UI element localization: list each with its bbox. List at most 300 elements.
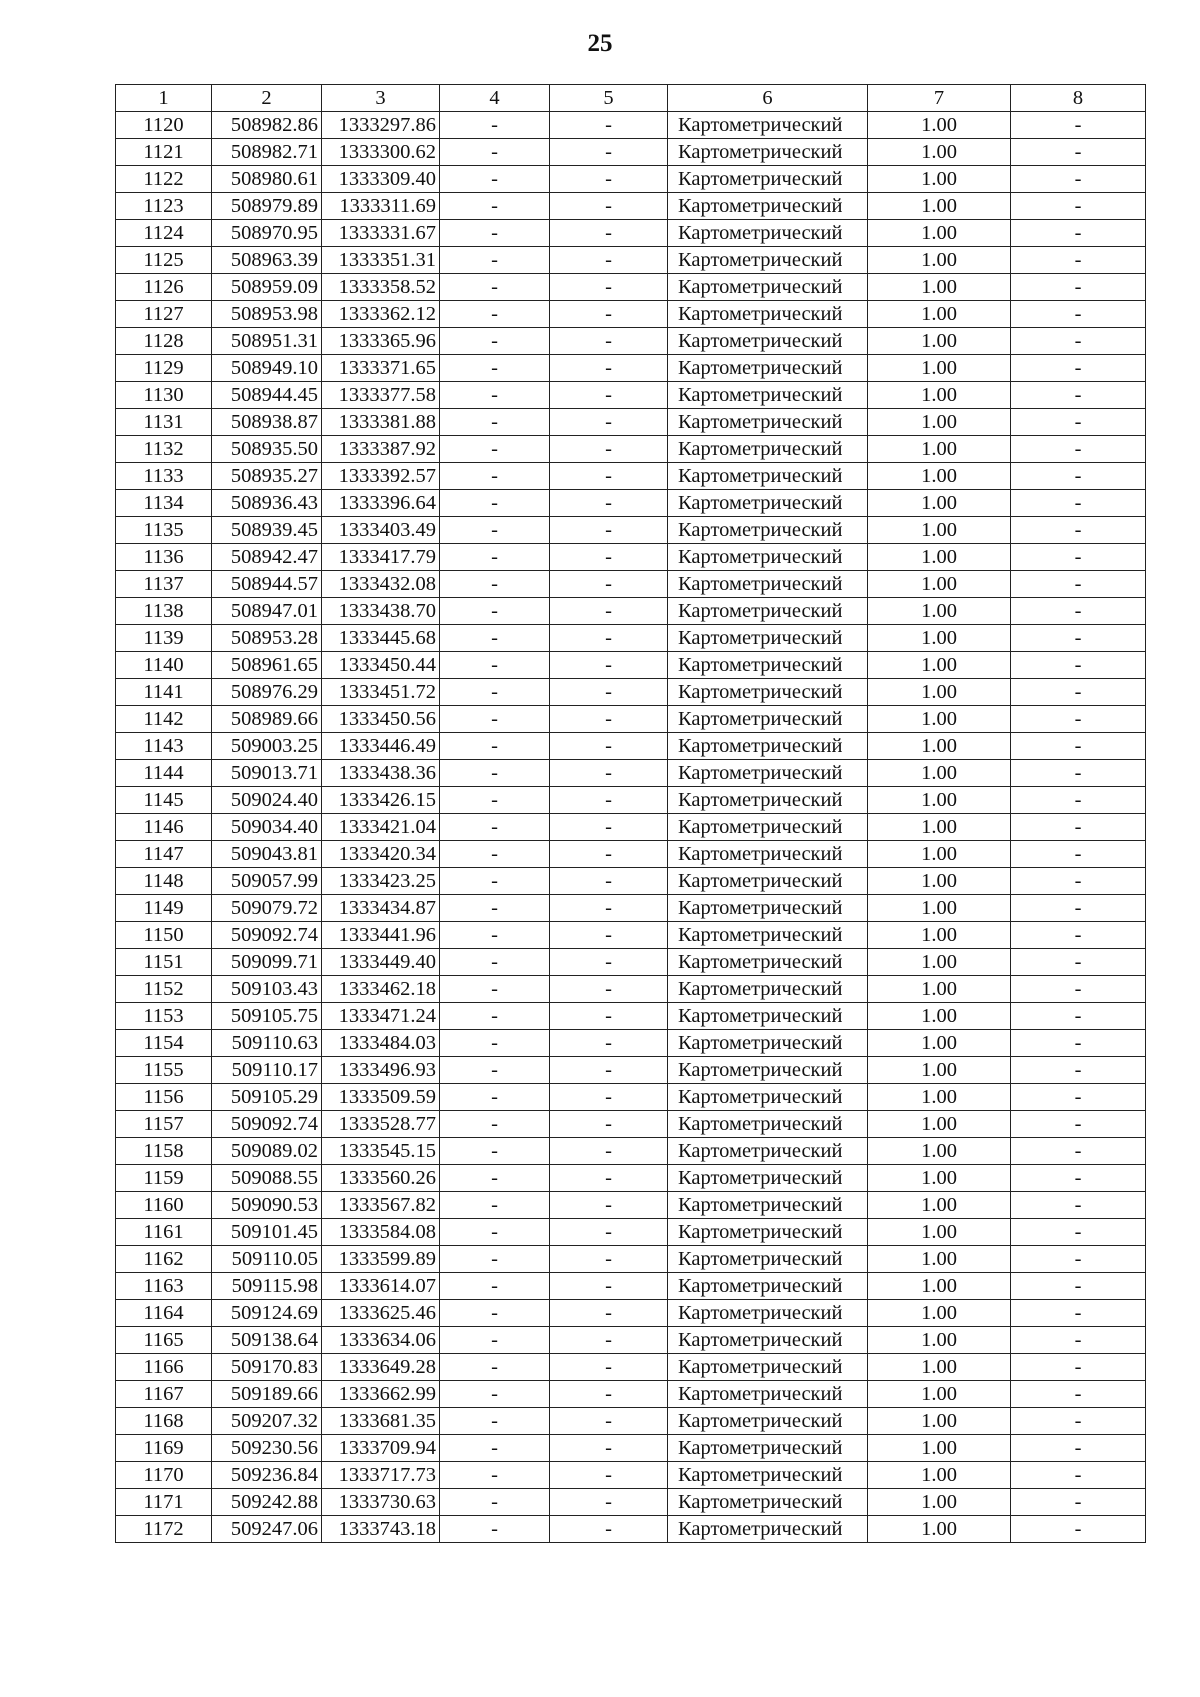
column-header: 6 <box>668 85 868 112</box>
table-cell: 1.00 <box>868 1273 1011 1300</box>
table-cell: 509024.40 <box>212 787 322 814</box>
table-cell: 1.00 <box>868 1300 1011 1327</box>
table-cell: - <box>550 571 668 598</box>
table-row <box>116 1138 1146 1165</box>
table-cell: 509092.74 <box>212 922 322 949</box>
table-cell: 1161 <box>116 1219 212 1246</box>
table-cell: 1333730.63 <box>322 1489 440 1516</box>
table-cell: - <box>1011 652 1146 679</box>
table-row <box>116 436 1146 463</box>
column-header: 4 <box>440 85 550 112</box>
table-cell: 508944.45 <box>212 382 322 409</box>
table-cell: - <box>550 625 668 652</box>
table-cell: Картометрический <box>668 868 868 895</box>
table-row <box>116 220 1146 247</box>
table-cell: - <box>440 1057 550 1084</box>
table-cell: 509105.29 <box>212 1084 322 1111</box>
table-cell: 1333560.26 <box>322 1165 440 1192</box>
table-cell: 1.00 <box>868 1192 1011 1219</box>
table-cell: - <box>440 1165 550 1192</box>
table-cell: 509088.55 <box>212 1165 322 1192</box>
table-cell: Картометрический <box>668 1192 868 1219</box>
table-cell: - <box>550 517 668 544</box>
table-cell: 1333545.15 <box>322 1138 440 1165</box>
table-cell: 509101.45 <box>212 1219 322 1246</box>
table-row <box>116 598 1146 625</box>
table-cell: - <box>550 274 668 301</box>
table-cell: Картометрический <box>668 274 868 301</box>
table-cell: 1.00 <box>868 1327 1011 1354</box>
table-row <box>116 247 1146 274</box>
table-row <box>116 679 1146 706</box>
table-cell: 1333709.94 <box>322 1435 440 1462</box>
table-cell: 1.00 <box>868 1381 1011 1408</box>
table-cell: 509170.83 <box>212 1354 322 1381</box>
table-cell: 1140 <box>116 652 212 679</box>
table-cell: - <box>440 1192 550 1219</box>
table-cell: - <box>1011 301 1146 328</box>
table-cell: 1.00 <box>868 220 1011 247</box>
table-cell: - <box>440 1435 550 1462</box>
table-row <box>116 1273 1146 1300</box>
table-cell: 1137 <box>116 571 212 598</box>
table-cell: 1.00 <box>868 355 1011 382</box>
table-cell: Картометрический <box>668 436 868 463</box>
table-cell: - <box>440 679 550 706</box>
table-cell: 508982.86 <box>212 112 322 139</box>
table-cell: - <box>1011 1273 1146 1300</box>
table-cell: 1.00 <box>868 1435 1011 1462</box>
table-cell: - <box>1011 571 1146 598</box>
table-cell: 1172 <box>116 1516 212 1543</box>
table-cell: 1.00 <box>868 328 1011 355</box>
table-cell: 508938.87 <box>212 409 322 436</box>
table-row <box>116 1246 1146 1273</box>
table-cell: 508935.50 <box>212 436 322 463</box>
table-cell: - <box>440 517 550 544</box>
table-cell: Картометрический <box>668 652 868 679</box>
column-header: 1 <box>116 85 212 112</box>
table-cell: - <box>550 706 668 733</box>
table-cell: Картометрический <box>668 139 868 166</box>
table-cell: 1125 <box>116 247 212 274</box>
table-cell: - <box>1011 706 1146 733</box>
table-cell: - <box>440 868 550 895</box>
table-cell: Картометрический <box>668 1327 868 1354</box>
table-cell: Картометрический <box>668 1111 868 1138</box>
table-cell: Картометрический <box>668 1462 868 1489</box>
table-cell: - <box>1011 787 1146 814</box>
table-cell: - <box>1011 1516 1146 1543</box>
table-cell: 508953.98 <box>212 301 322 328</box>
table-cell: 1165 <box>116 1327 212 1354</box>
table-cell: 1.00 <box>868 139 1011 166</box>
table-cell: 1145 <box>116 787 212 814</box>
table-cell: 1.00 <box>868 193 1011 220</box>
table-cell: 1333649.28 <box>322 1354 440 1381</box>
table-cell: - <box>1011 112 1146 139</box>
table-cell: - <box>550 1327 668 1354</box>
table-row <box>116 787 1146 814</box>
page-number: 25 <box>587 30 613 57</box>
table-cell: - <box>1011 1408 1146 1435</box>
table-cell: - <box>550 1435 668 1462</box>
table-cell: - <box>440 1516 550 1543</box>
table-cell: - <box>550 112 668 139</box>
table-cell: 1333528.77 <box>322 1111 440 1138</box>
table-cell: 1333471.24 <box>322 1003 440 1030</box>
table-cell: 1.00 <box>868 1354 1011 1381</box>
table-row <box>116 625 1146 652</box>
table-cell: 1333300.62 <box>322 139 440 166</box>
table-cell: 1333451.72 <box>322 679 440 706</box>
table-cell: 1.00 <box>868 679 1011 706</box>
table-cell: 1333434.87 <box>322 895 440 922</box>
table-cell: - <box>440 895 550 922</box>
column-header: 2 <box>212 85 322 112</box>
table-cell: - <box>550 247 668 274</box>
table-cell: Картометрический <box>668 922 868 949</box>
table-cell: 508989.66 <box>212 706 322 733</box>
table-cell: 1.00 <box>868 1516 1011 1543</box>
table-cell: 1128 <box>116 328 212 355</box>
table-cell: 508951.31 <box>212 328 322 355</box>
table-cell: - <box>550 1138 668 1165</box>
table-cell: 1333438.70 <box>322 598 440 625</box>
table-cell: - <box>440 220 550 247</box>
table-cell: 509115.98 <box>212 1273 322 1300</box>
table-cell: - <box>1011 517 1146 544</box>
table-cell: 508963.39 <box>212 247 322 274</box>
table-cell: 509034.40 <box>212 814 322 841</box>
table-cell: 1163 <box>116 1273 212 1300</box>
table-cell: - <box>1011 625 1146 652</box>
table-cell: 1.00 <box>868 598 1011 625</box>
table-cell: 1333462.18 <box>322 976 440 1003</box>
table-cell: - <box>440 814 550 841</box>
table-cell: 1.00 <box>868 490 1011 517</box>
table-cell: - <box>440 274 550 301</box>
table-cell: 1333358.52 <box>322 274 440 301</box>
table-cell: 509110.17 <box>212 1057 322 1084</box>
table-row <box>116 868 1146 895</box>
table-cell: - <box>550 1489 668 1516</box>
table-cell: - <box>440 733 550 760</box>
table-cell: - <box>550 1219 668 1246</box>
table-cell: - <box>550 976 668 1003</box>
table-cell: 1.00 <box>868 1111 1011 1138</box>
table-cell: 509247.06 <box>212 1516 322 1543</box>
table-cell: Картометрический <box>668 490 868 517</box>
table-cell: - <box>1011 463 1146 490</box>
table-cell: Картометрический <box>668 463 868 490</box>
table-cell: 1138 <box>116 598 212 625</box>
table-cell: 1333614.07 <box>322 1273 440 1300</box>
table-cell: - <box>550 733 668 760</box>
table-cell: Картометрический <box>668 1165 868 1192</box>
table-cell: - <box>440 139 550 166</box>
table-cell: Картометрический <box>668 1489 868 1516</box>
table-row <box>116 1084 1146 1111</box>
table-cell: - <box>1011 976 1146 1003</box>
table-cell: - <box>1011 679 1146 706</box>
table-cell: - <box>1011 895 1146 922</box>
table-cell: - <box>550 1381 668 1408</box>
table-cell: - <box>440 1111 550 1138</box>
table-cell: - <box>440 355 550 382</box>
table-cell: 1333634.06 <box>322 1327 440 1354</box>
table-cell: - <box>550 1111 668 1138</box>
table-cell: - <box>550 1084 668 1111</box>
table-cell: Картометрический <box>668 1003 868 1030</box>
table-cell: 1136 <box>116 544 212 571</box>
table-cell: - <box>550 679 668 706</box>
table-cell: 1156 <box>116 1084 212 1111</box>
table-cell: - <box>550 193 668 220</box>
table-cell: 1149 <box>116 895 212 922</box>
table-cell: 1.00 <box>868 517 1011 544</box>
table-cell: - <box>550 1192 668 1219</box>
table-cell: - <box>1011 1030 1146 1057</box>
table-row <box>116 1165 1146 1192</box>
table-cell: - <box>1011 841 1146 868</box>
table-cell: - <box>440 1300 550 1327</box>
table-cell: Картометрический <box>668 733 868 760</box>
table-cell: - <box>1011 1003 1146 1030</box>
table-cell: - <box>1011 760 1146 787</box>
table-cell: - <box>1011 1435 1146 1462</box>
table-cell: 1333584.08 <box>322 1219 440 1246</box>
table-cell: - <box>1011 1165 1146 1192</box>
table-cell: 1333496.93 <box>322 1057 440 1084</box>
table-row <box>116 517 1146 544</box>
table-row <box>116 895 1146 922</box>
table-cell: - <box>440 571 550 598</box>
table-cell: - <box>1011 139 1146 166</box>
table-row <box>116 1354 1146 1381</box>
table-row <box>116 1381 1146 1408</box>
table-cell: - <box>1011 868 1146 895</box>
table-cell: - <box>440 247 550 274</box>
table-cell: 1333599.89 <box>322 1246 440 1273</box>
table-cell: - <box>440 760 550 787</box>
table-cell: 1135 <box>116 517 212 544</box>
table-cell: - <box>550 355 668 382</box>
table-cell: 1171 <box>116 1489 212 1516</box>
table-cell: 1.00 <box>868 1489 1011 1516</box>
table-cell: - <box>550 301 668 328</box>
table-cell: 1164 <box>116 1300 212 1327</box>
table-cell: - <box>1011 1138 1146 1165</box>
table-cell: 509013.71 <box>212 760 322 787</box>
table-cell: Картометрический <box>668 760 868 787</box>
table-cell: 1.00 <box>868 652 1011 679</box>
table-cell: - <box>1011 220 1146 247</box>
column-header: 3 <box>322 85 440 112</box>
table-cell: - <box>1011 166 1146 193</box>
table-row <box>116 652 1146 679</box>
table-cell: Картометрический <box>668 895 868 922</box>
table-cell: 1333423.25 <box>322 868 440 895</box>
table-cell: 509092.74 <box>212 1111 322 1138</box>
table-cell: 1.00 <box>868 1003 1011 1030</box>
table-cell: - <box>550 328 668 355</box>
table-cell: Картометрический <box>668 1408 868 1435</box>
table-cell: - <box>1011 355 1146 382</box>
table-cell: 1151 <box>116 949 212 976</box>
table-cell: 1.00 <box>868 1138 1011 1165</box>
table-cell: - <box>1011 1489 1146 1516</box>
table-row <box>116 544 1146 571</box>
table-cell: - <box>550 1057 668 1084</box>
table-cell: 1333387.92 <box>322 436 440 463</box>
table-cell: - <box>550 382 668 409</box>
table-cell: - <box>550 841 668 868</box>
table-cell: 1.00 <box>868 544 1011 571</box>
table-row <box>116 166 1146 193</box>
table-row <box>116 274 1146 301</box>
table-cell: 508944.57 <box>212 571 322 598</box>
table-cell: 1169 <box>116 1435 212 1462</box>
table-cell: 509089.02 <box>212 1138 322 1165</box>
table-row <box>116 328 1146 355</box>
table-cell: - <box>550 1462 668 1489</box>
table-cell: - <box>440 1138 550 1165</box>
table-cell: - <box>440 166 550 193</box>
table-row <box>116 1057 1146 1084</box>
table-cell: - <box>440 976 550 1003</box>
table-row <box>116 949 1146 976</box>
table-cell: 1.00 <box>868 1408 1011 1435</box>
table-row <box>116 112 1146 139</box>
table-cell: Картометрический <box>668 679 868 706</box>
table-row <box>116 976 1146 1003</box>
table-cell: 1333450.44 <box>322 652 440 679</box>
table-cell: - <box>440 1030 550 1057</box>
table-cell: 1150 <box>116 922 212 949</box>
table-cell: 1167 <box>116 1381 212 1408</box>
table-cell: 508949.10 <box>212 355 322 382</box>
table-cell: - <box>1011 382 1146 409</box>
table-cell: 1333371.65 <box>322 355 440 382</box>
table-cell: 1333662.99 <box>322 1381 440 1408</box>
table-cell: - <box>1011 922 1146 949</box>
table-cell: Картометрический <box>668 1057 868 1084</box>
table-cell: 509242.88 <box>212 1489 322 1516</box>
table-cell: Картометрический <box>668 1300 868 1327</box>
table-cell: - <box>440 1327 550 1354</box>
table-cell: 1333396.64 <box>322 490 440 517</box>
table-cell: 1.00 <box>868 1246 1011 1273</box>
table-cell: - <box>550 1516 668 1543</box>
table-cell: 509189.66 <box>212 1381 322 1408</box>
table-cell: Картометрический <box>668 706 868 733</box>
table-row <box>116 571 1146 598</box>
table-cell: 1.00 <box>868 247 1011 274</box>
table-cell: 1.00 <box>868 706 1011 733</box>
table-cell: 1333484.03 <box>322 1030 440 1057</box>
table-cell: 1129 <box>116 355 212 382</box>
table-cell: 509110.63 <box>212 1030 322 1057</box>
table-cell: - <box>550 868 668 895</box>
table-cell: - <box>440 1273 550 1300</box>
table-cell: 1.00 <box>868 976 1011 1003</box>
table-cell: 1333445.68 <box>322 625 440 652</box>
table-cell: - <box>1011 949 1146 976</box>
table-cell: 1155 <box>116 1057 212 1084</box>
table-cell: - <box>550 895 668 922</box>
table-cell: - <box>550 409 668 436</box>
table-cell: - <box>440 1489 550 1516</box>
table-cell: 508939.45 <box>212 517 322 544</box>
table-cell: 509099.71 <box>212 949 322 976</box>
table-cell: - <box>1011 814 1146 841</box>
table-cell: - <box>550 652 668 679</box>
table-cell: 1.00 <box>868 922 1011 949</box>
table-cell: Картометрический <box>668 193 868 220</box>
table-row <box>116 490 1146 517</box>
column-header: 7 <box>868 85 1011 112</box>
table-cell: - <box>1011 1381 1146 1408</box>
table-cell: Картометрический <box>668 1246 868 1273</box>
table-cell: - <box>440 706 550 733</box>
table-cell: 1153 <box>116 1003 212 1030</box>
table-cell: - <box>1011 328 1146 355</box>
table-row <box>116 355 1146 382</box>
table-cell: 1333403.49 <box>322 517 440 544</box>
table-cell: 1333743.18 <box>322 1516 440 1543</box>
table-cell: - <box>1011 247 1146 274</box>
table-cell: - <box>550 166 668 193</box>
table-cell: 1.00 <box>868 868 1011 895</box>
table-cell: 1162 <box>116 1246 212 1273</box>
table-cell: 509207.32 <box>212 1408 322 1435</box>
table-cell: 509043.81 <box>212 841 322 868</box>
table-cell: - <box>1011 1327 1146 1354</box>
table-cell: - <box>550 949 668 976</box>
table-cell: 1.00 <box>868 382 1011 409</box>
table-cell: 1.00 <box>868 1030 1011 1057</box>
table-cell: 508961.65 <box>212 652 322 679</box>
table-cell: 1333365.96 <box>322 328 440 355</box>
table-row <box>116 193 1146 220</box>
table-cell: 1133 <box>116 463 212 490</box>
table-cell: Картометрический <box>668 112 868 139</box>
table-cell: - <box>440 1354 550 1381</box>
table-cell: 1333625.46 <box>322 1300 440 1327</box>
table-cell: 1333450.56 <box>322 706 440 733</box>
table-cell: 509138.64 <box>212 1327 322 1354</box>
table-cell: 1121 <box>116 139 212 166</box>
table-cell: 508936.43 <box>212 490 322 517</box>
table-cell: 1170 <box>116 1462 212 1489</box>
table-cell: 1143 <box>116 733 212 760</box>
table-cell: - <box>440 841 550 868</box>
table-cell: 1134 <box>116 490 212 517</box>
table-cell: 509090.53 <box>212 1192 322 1219</box>
table-cell: 1159 <box>116 1165 212 1192</box>
table-cell: - <box>440 922 550 949</box>
table-cell: 1.00 <box>868 1165 1011 1192</box>
table-cell: Картометрический <box>668 166 868 193</box>
table-cell: - <box>440 625 550 652</box>
table-cell: Картометрический <box>668 1030 868 1057</box>
table-cell: - <box>550 922 668 949</box>
table-cell: 1123 <box>116 193 212 220</box>
table-cell: 508980.61 <box>212 166 322 193</box>
table-cell: Картометрический <box>668 814 868 841</box>
table-row <box>116 301 1146 328</box>
